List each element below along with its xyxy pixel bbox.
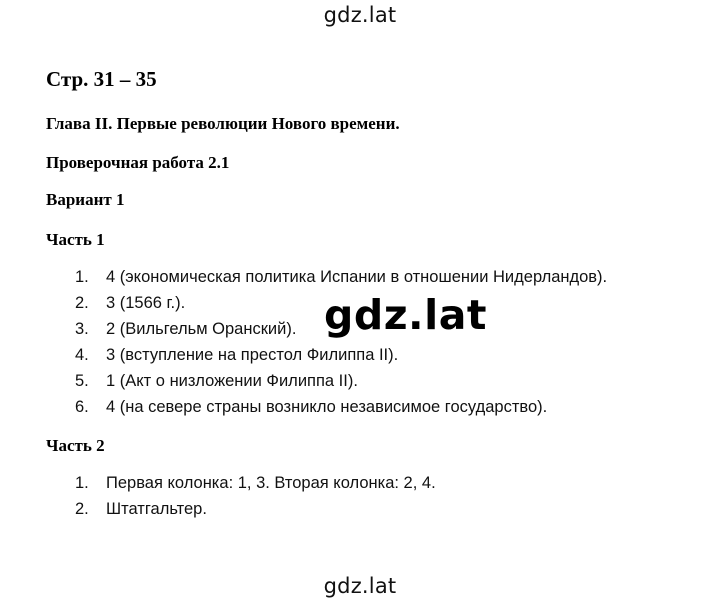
list-item-text: Первая колонка: 1, 3. Вторая колонка: 2, 4. (106, 474, 436, 492)
page-heading: Стр. 31 – 35 (46, 67, 157, 91)
chapter-title: Глава II. Первые революции Нового времени. (46, 114, 400, 133)
list-item-number: 2. (75, 294, 89, 312)
site-watermark-top: gdz.lat (323, 3, 397, 27)
list-item-text: Штатгальтер. (106, 500, 207, 518)
list-item-number: 4. (75, 346, 89, 364)
list-item-number: 3. (75, 320, 89, 338)
part2-title: Часть 2 (46, 436, 105, 455)
test-title: Проверочная работа 2.1 (46, 153, 230, 172)
site-watermark-bottom: gdz.lat (323, 574, 397, 598)
part1-title: Часть 1 (46, 230, 105, 249)
list-item-number: 5. (75, 372, 89, 390)
list-item-number: 6. (75, 398, 89, 416)
list-item-text: 4 (на севере страны возникло независимое государство). (106, 398, 548, 416)
list-item-number: 2. (75, 500, 89, 518)
list-item-text: 1 (Акт о низложении Филиппа II). (106, 372, 358, 390)
list-item-text: 3 (вступление на престол Филиппа II). (106, 346, 399, 364)
center-watermark: gdz.lat (324, 291, 487, 339)
list-item-text: 2 (Вильгельм Оранский). (106, 320, 297, 338)
list-item-number: 1. (75, 268, 89, 286)
list-item-text: 3 (1566 г.). (106, 294, 186, 312)
variant-title: Вариант 1 (46, 190, 125, 209)
list-item-text: 4 (экономическая политика Испании в отношении Нидерландов). (106, 268, 608, 286)
list-item-number: 1. (75, 474, 89, 492)
